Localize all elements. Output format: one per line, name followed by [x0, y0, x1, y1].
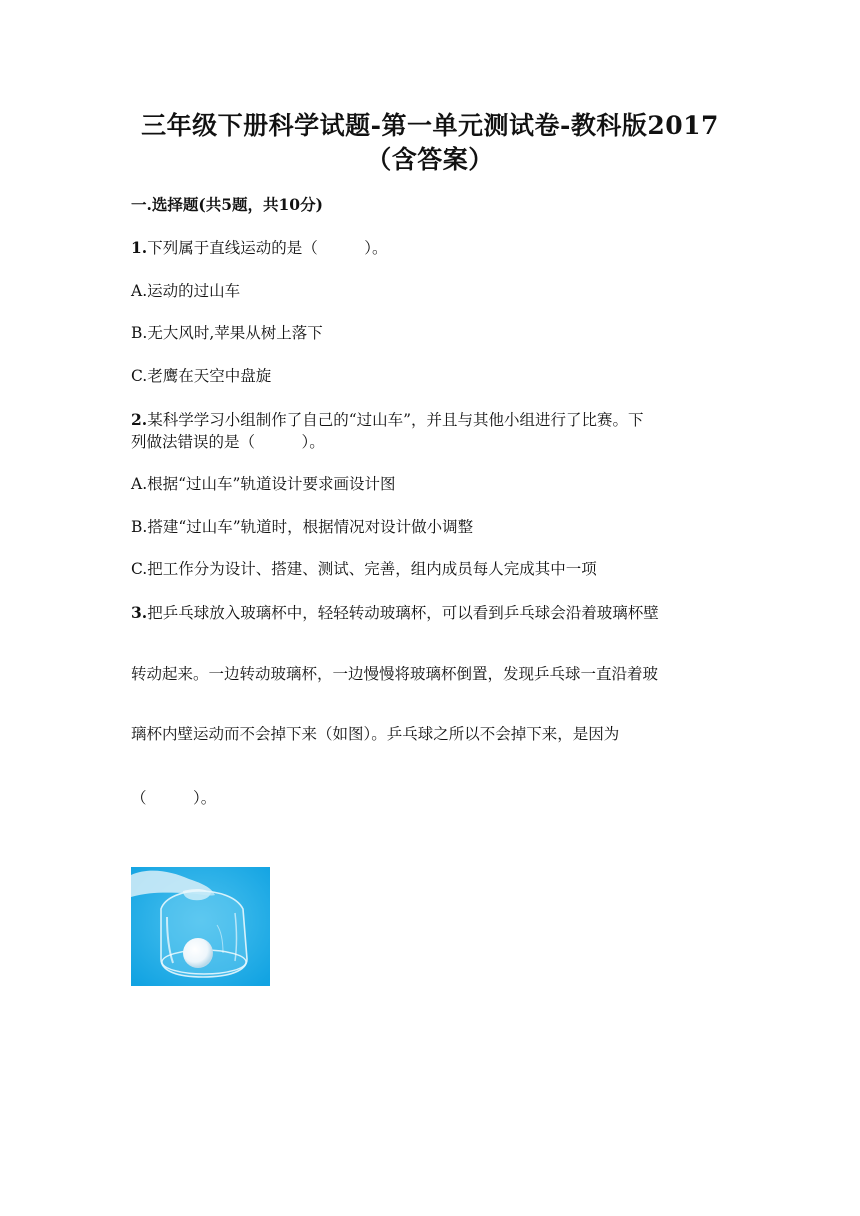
question-stem-line: 下列属于直线运动的是（ ）。	[147, 239, 388, 257]
question-1-stem	[131, 236, 387, 258]
question-3-stem	[131, 601, 659, 623]
section-heading: 一.选择题(共5题，共10分)	[131, 195, 323, 214]
question-3-stem-line-4: （ ）。	[131, 789, 217, 807]
ping-pong-ball	[183, 938, 213, 968]
question-2-stem	[131, 408, 644, 430]
question-2-option-a: A.根据“过山车”轨道设计要求画设计图	[131, 475, 396, 493]
page-title: 三年级下册科学试题-第一单元测试卷-教科版2017	[141, 111, 719, 140]
question-number: 3.	[131, 603, 148, 622]
page-subtitle: （含答案）	[366, 145, 494, 174]
question-stem-line: 把乒乓球放入玻璃杯中，轻轻转动玻璃杯，可以看到乒乓球会沿着玻璃杯壁	[147, 604, 659, 622]
question-2-stem-line-2: 列做法错误的是（ ）。	[131, 433, 325, 451]
question-1-option-b: B.无大风时,苹果从树上落下	[131, 324, 323, 342]
question-3-stem-line-3: 璃杯内壁运动而不会掉下来（如图）。乒乓球之所以不会掉下来，是因为	[131, 725, 620, 743]
question-1-option-c: C.老鹰在天空中盘旋	[131, 367, 272, 385]
question-stem-line: 某科学学习小组制作了自己的“过山车”，并且与其他小组进行了比赛。下	[147, 411, 644, 429]
question-3-stem-line-2: 转动起来。一边转动玻璃杯，一边慢慢将玻璃杯倒置，发现乒乓球一直沿着玻	[131, 665, 659, 683]
glass-with-ping-pong-ball-photo-icon	[131, 867, 270, 986]
question-number: 1.	[131, 238, 148, 257]
question-2-option-b: B.搭建“过山车”轨道时，根据情况对设计做小调整	[131, 518, 474, 536]
question-number: 2.	[131, 410, 148, 429]
question-2-option-c: C.把工作分为设计、搭建、测试、完善，组内成员每人完成其中一项	[131, 560, 597, 578]
question-1-option-a: A.运动的过山车	[131, 282, 241, 300]
